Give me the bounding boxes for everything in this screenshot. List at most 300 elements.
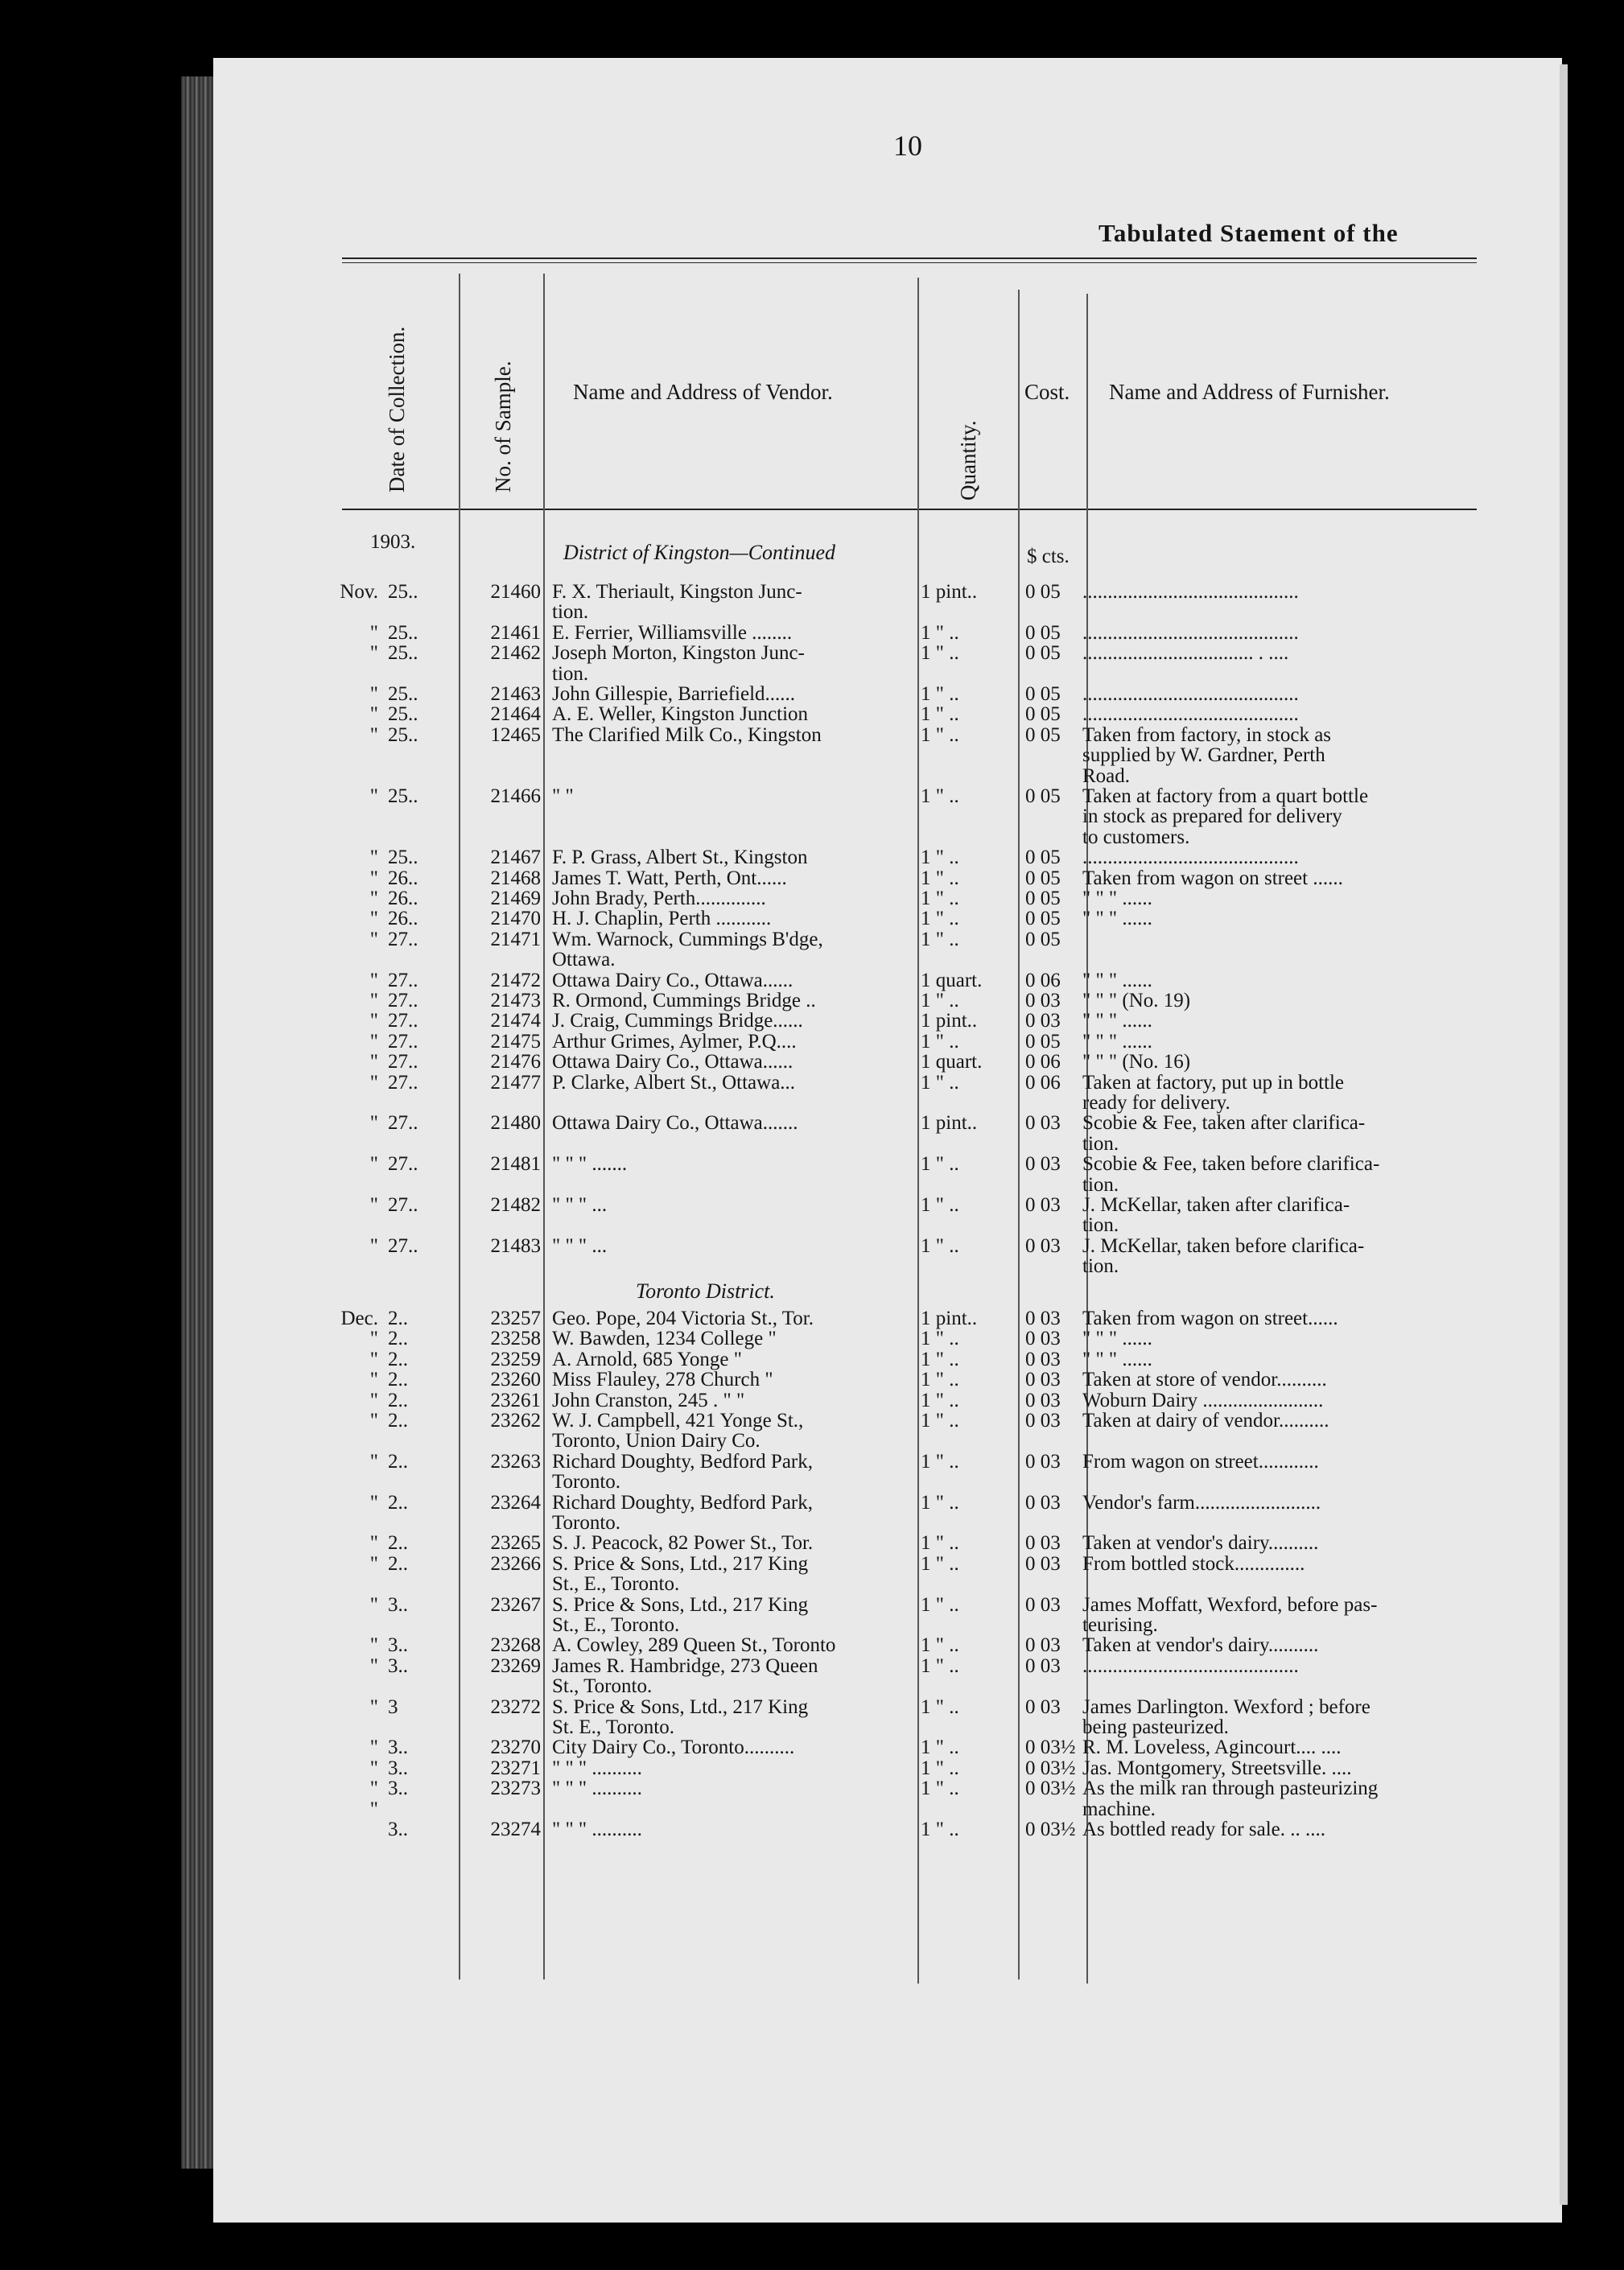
cell-vendor: P. Clarke, Albert St., Ottawa...	[552, 1071, 796, 1094]
table-row	[0, 949, 1624, 971]
table-row	[0, 581, 1624, 604]
cell-cost: 0 05	[1025, 683, 1061, 705]
table-row	[0, 1390, 1624, 1412]
cell-cost: 0 05	[1025, 723, 1061, 746]
cell-day: 25..	[388, 642, 418, 665]
cell-vendor: A. Cowley, 289 Queen St., Toronto	[552, 1634, 836, 1657]
table-row	[0, 1072, 1624, 1094]
cell-no: 12465	[490, 723, 541, 746]
table-row	[0, 1819, 1624, 1841]
cell-no: 23274	[490, 1819, 541, 1840]
cell-furn: Taken from factory, in stock as	[1082, 723, 1332, 746]
page-title: Tabulated Staement of the	[1098, 219, 1399, 247]
cell-day: 3..	[388, 1757, 408, 1779]
cell-day: 3..	[388, 1654, 408, 1677]
cell-cost: 0 05	[1025, 785, 1061, 807]
cell-day: 2..	[388, 1389, 408, 1411]
cell-cost: 0 03	[1025, 1654, 1061, 1677]
table-row	[0, 1092, 1624, 1114]
cell-vendor: S. Price & Sons, Ltd., 217 King	[552, 1552, 809, 1575]
cell-furn: Taken at factory, put up in bottle	[1082, 1071, 1344, 1094]
cell-month: "	[369, 1348, 378, 1370]
cell-vendor: tion.	[552, 662, 589, 685]
cell-furn: Vendor's farm.........................	[1082, 1491, 1321, 1514]
cell-qty: 1 " ..	[921, 990, 959, 1011]
cell-vendor: S. Price & Sons, Ltd., 217 King	[552, 1593, 809, 1616]
cell-day: 27..	[388, 969, 418, 991]
table-row	[0, 1430, 1624, 1452]
cell-day: 26..	[388, 908, 418, 930]
cell-month: "	[369, 1654, 378, 1677]
table-row	[0, 1112, 1624, 1135]
cell-furn: supplied by W. Gardner, Perth	[1082, 744, 1325, 767]
cell-no: 21481	[490, 1153, 541, 1176]
table-row	[0, 990, 1624, 1012]
table-row	[0, 1675, 1624, 1698]
cell-cost: 0 06	[1025, 1071, 1061, 1094]
cell-day: 2..	[388, 1410, 408, 1432]
cell-qty: 1 " ..	[921, 1778, 959, 1800]
cell-cost: 0 03	[1025, 1308, 1061, 1329]
cell-day: 2..	[388, 1532, 408, 1555]
cell-day: 27..	[388, 1030, 418, 1053]
cell-month: "	[369, 1153, 378, 1176]
cell-day: 3	[388, 1695, 398, 1718]
cell-cost: 0 03	[1025, 1153, 1061, 1176]
cell-month: "	[369, 1071, 378, 1094]
cell-no: 23265	[490, 1532, 541, 1555]
cell-furn: tion.	[1082, 1132, 1119, 1155]
cell-furn: Scobie & Fee, taken after clarifica-	[1082, 1112, 1366, 1135]
cell-vendor: John Brady, Perth..............	[552, 888, 766, 909]
cell-month: Nov.	[340, 581, 378, 603]
cell-vendor: Richard Doughty, Bedford Park,	[552, 1450, 814, 1473]
cell-cost: 0 03	[1025, 1450, 1061, 1473]
cell-furn: being pasteurized.	[1082, 1716, 1229, 1738]
cell-vendor: St., E., Toronto.	[552, 1614, 680, 1636]
cell-month: "	[369, 1532, 378, 1555]
cell-vendor: Toronto, Union Dairy Co.	[552, 1430, 760, 1452]
cell-vendor: Toronto.	[552, 1471, 621, 1493]
cell-vendor: " " " .......	[552, 1153, 628, 1176]
cell-cost: 0 03	[1025, 1348, 1061, 1370]
cell-furn: ...........................................	[1082, 1654, 1299, 1677]
cell-cost: 0 03	[1025, 1593, 1061, 1616]
cell-qty: 1 " ..	[921, 1328, 959, 1350]
table-row	[0, 805, 1624, 828]
cell-month: "	[369, 1450, 378, 1473]
cell-cost: 0 03	[1025, 1532, 1061, 1555]
cell-day: 3..	[388, 1819, 408, 1840]
cell-no: 21466	[490, 785, 541, 807]
cell-furn: Taken at vendor's dairy..........	[1082, 1634, 1319, 1657]
cell-furn: " " " ......	[1082, 888, 1152, 909]
cell-vendor: Toronto.	[552, 1512, 621, 1534]
cell-cost: 0 03	[1025, 1410, 1061, 1432]
table-row	[0, 1235, 1624, 1258]
cell-vendor: City Dairy Co., Toronto..........	[552, 1736, 795, 1759]
cell-vendor: F. X. Theriault, Kingston Junc-	[552, 581, 802, 603]
cell-cost: 0 03	[1025, 1552, 1061, 1575]
cell-vendor: " " " ...	[552, 1194, 608, 1216]
table-row	[0, 642, 1624, 665]
cell-vendor: R. Ormond, Cummings Bridge ..	[552, 990, 816, 1011]
cell-no: 21471	[490, 928, 541, 950]
cell-no: 21477	[490, 1071, 541, 1094]
cell-month: "	[369, 847, 378, 869]
table-row	[0, 847, 1624, 869]
cell-day: 2..	[388, 1308, 408, 1329]
cell-month: "	[369, 969, 378, 991]
cell-qty: 1 " ..	[921, 847, 959, 869]
cell-qty: 1 " ..	[921, 1410, 959, 1432]
cell-furn: .................................. . ....	[1082, 642, 1289, 665]
cell-month: "	[369, 867, 378, 889]
cell-vendor: St., E., Toronto.	[552, 1573, 680, 1596]
cell-no: 21483	[490, 1234, 541, 1257]
cell-no: 21473	[490, 990, 541, 1011]
cell-no: 21464	[490, 703, 541, 726]
table-row	[0, 1532, 1624, 1555]
cell-furn: " " " (No. 16)	[1082, 1051, 1191, 1073]
cell-no: 23268	[490, 1634, 541, 1657]
cell-furn: " " " ......	[1082, 1030, 1152, 1053]
cell-vendor: James R. Hambridge, 273 Queen	[552, 1654, 818, 1677]
cell-cost: 0 05	[1025, 703, 1061, 726]
cell-month: "	[369, 888, 378, 909]
cell-month: "	[369, 1369, 378, 1391]
cell-cost: 0 03	[1025, 1112, 1061, 1135]
cell-qty: 1 " ..	[921, 1634, 959, 1657]
table-row	[0, 724, 1624, 747]
table-row	[0, 908, 1624, 930]
cell-vendor: H. J. Chaplin, Perth ...........	[552, 908, 772, 930]
table-row	[0, 744, 1624, 767]
cell-day: 3..	[388, 1736, 408, 1759]
cell-month: "	[369, 1593, 378, 1616]
cell-vendor: W. J. Campbell, 421 Yonge St.,	[552, 1410, 804, 1432]
cell-furn: to customers.	[1082, 826, 1190, 848]
cell-furn: " " " (No. 19)	[1082, 990, 1191, 1011]
cell-qty: 1 " ..	[921, 908, 959, 930]
table-row	[0, 703, 1624, 726]
cell-day: 27..	[388, 990, 418, 1011]
table-row	[0, 1010, 1624, 1032]
cell-vendor: John Cranston, 245 . " "	[552, 1389, 745, 1411]
cell-no: 21475	[490, 1030, 541, 1053]
header-vendor: Name and Address of Vendor.	[573, 380, 833, 404]
cell-no: 23271	[490, 1757, 541, 1779]
cell-day: 27..	[388, 1010, 418, 1032]
cell-vendor: " "	[552, 785, 574, 807]
cell-vendor: W. Bawden, 1234 College "	[552, 1328, 777, 1350]
cell-day: 25..	[388, 723, 418, 746]
cell-day: 25..	[388, 847, 418, 869]
cell-furn: Taken at store of vendor..........	[1082, 1369, 1327, 1391]
cell-month: "	[369, 1757, 378, 1779]
cell-qty: 1 " ..	[921, 723, 959, 746]
cell-cost: 0 03½	[1025, 1778, 1076, 1800]
cell-vendor: Arthur Grimes, Aylmer, P.Q....	[552, 1030, 797, 1053]
cell-month: "	[369, 683, 378, 705]
cell-cost: 0 05	[1025, 908, 1061, 930]
cell-cost: 0 06	[1025, 1051, 1061, 1073]
cell-furn: Taken at vendor's dairy..........	[1082, 1532, 1319, 1555]
cell-cost: 0 06	[1025, 969, 1061, 991]
cell-qty: 1 " ..	[921, 703, 959, 726]
cell-qty: 1 " ..	[921, 1450, 959, 1473]
cell-furn: ...........................................	[1082, 581, 1299, 603]
cell-day: 3..	[388, 1593, 408, 1616]
cell-furn: Taken at factory from a quart bottle	[1082, 785, 1369, 807]
cell-vendor: Ottawa Dairy Co., Ottawa.......	[552, 1112, 798, 1135]
cell-month: "	[369, 1778, 378, 1800]
cell-furn: " " " ......	[1082, 969, 1152, 991]
cell-qty: 1 pint..	[921, 581, 978, 603]
cell-cost: 0 03	[1025, 1234, 1061, 1257]
header-rule	[342, 509, 1477, 510]
cell-no: 23261	[490, 1389, 541, 1411]
cell-no: 21480	[490, 1112, 541, 1135]
cell-qty: 1 " ..	[921, 1757, 959, 1779]
cell-day: 2..	[388, 1348, 408, 1370]
cell-no: 21469	[490, 888, 541, 909]
cell-no: 21472	[490, 969, 541, 991]
cell-no: 23267	[490, 1593, 541, 1616]
table-row	[0, 1736, 1624, 1759]
cell-day: 25..	[388, 785, 418, 807]
cell-month: "	[369, 1552, 378, 1575]
table-row	[0, 1051, 1624, 1073]
cell-qty: 1 " ..	[921, 1654, 959, 1677]
cell-day: 27..	[388, 1112, 418, 1135]
cell-cost: 0 05	[1025, 928, 1061, 950]
table-row	[0, 1614, 1624, 1637]
cell-vendor: A. Arnold, 685 Yonge "	[552, 1348, 742, 1370]
cell-month: "	[369, 928, 378, 950]
table-row	[0, 1594, 1624, 1617]
table-row	[0, 826, 1624, 849]
table-row	[0, 1349, 1624, 1371]
cell-qty: 1 quart.	[921, 1051, 983, 1073]
cell-month: "	[369, 1010, 378, 1032]
cell-day: 25..	[388, 683, 418, 705]
cell-no: 23269	[490, 1654, 541, 1677]
cell-month: "	[369, 723, 378, 746]
cell-qty: 1 " ..	[921, 867, 959, 889]
table-row	[0, 1031, 1624, 1053]
table-row	[0, 1655, 1624, 1678]
cell-vendor: " " " ..........	[552, 1778, 642, 1800]
cell-month: "	[369, 908, 378, 930]
cell-qty: 1 " ..	[921, 888, 959, 909]
table-row	[0, 1451, 1624, 1473]
table-row	[0, 1634, 1624, 1657]
year-label: 1903.	[370, 531, 416, 553]
cell-no: 23260	[490, 1369, 541, 1391]
table-row	[0, 1153, 1624, 1176]
cell-month: "	[369, 1194, 378, 1216]
cell-qty: 1 " ..	[921, 1389, 959, 1411]
cell-qty: 1 " ..	[921, 1030, 959, 1053]
cell-furn: Jas. Montgomery, Streetsville. ....	[1082, 1757, 1352, 1779]
cost-unit: $ cts.	[1027, 546, 1070, 567]
cell-month: "	[369, 990, 378, 1011]
top-rule-thin	[342, 262, 1477, 263]
cell-vendor: Wm. Warnock, Cummings B'dge,	[552, 928, 823, 950]
cell-day: 2..	[388, 1491, 408, 1514]
cell-no: 23273	[490, 1778, 541, 1800]
cell-furn: tion.	[1082, 1255, 1119, 1278]
cell-no: 21474	[490, 1010, 541, 1032]
cell-cost: 0 03	[1025, 1491, 1061, 1514]
cell-no: 21461	[490, 621, 541, 644]
cell-vendor: John Gillespie, Barriefield......	[552, 683, 796, 705]
table-row	[0, 1798, 1624, 1821]
table-row	[0, 1471, 1624, 1493]
table-row	[0, 867, 1624, 890]
cell-qty: 1 " ..	[921, 928, 959, 950]
cell-no: 21482	[490, 1194, 541, 1216]
cell-vendor: F. P. Grass, Albert St., Kingston	[552, 847, 808, 869]
cell-day: 27..	[388, 1071, 418, 1094]
table-row	[0, 1573, 1624, 1596]
table-row	[0, 970, 1624, 992]
cell-qty: 1 " ..	[921, 1071, 959, 1094]
section-toronto: Toronto District.	[636, 1279, 775, 1303]
cell-day: 2..	[388, 1450, 408, 1473]
page-number: 10	[893, 130, 922, 162]
cell-qty: 1 pint..	[921, 1308, 978, 1329]
cell-no: 23272	[490, 1695, 541, 1718]
cell-no: 23263	[490, 1450, 541, 1473]
cell-vendor: Ottawa Dairy Co., Ottawa......	[552, 1051, 793, 1073]
table-row	[0, 1174, 1624, 1197]
cell-qty: 1 " ..	[921, 1552, 959, 1575]
cell-vendor: Geo. Pope, 204 Victoria St., Tor.	[552, 1308, 814, 1329]
cell-day: 27..	[388, 1051, 418, 1073]
cell-cost: 0 03½	[1025, 1736, 1076, 1759]
cell-qty: 1 " ..	[921, 1153, 959, 1176]
cell-month: "	[369, 1328, 378, 1350]
cell-vendor: S. Price & Sons, Ltd., 217 King	[552, 1695, 809, 1718]
cell-day: 27..	[388, 1153, 418, 1176]
table-row	[0, 1696, 1624, 1719]
cell-vendor: Joseph Morton, Kingston Junc-	[552, 642, 805, 665]
cell-furn: James Moffatt, Wexford, before pas-	[1082, 1593, 1378, 1616]
cell-furn: Taken from wagon on street......	[1082, 1308, 1338, 1329]
header-quantity: Quantity.	[956, 420, 980, 501]
cell-day: 2..	[388, 1328, 408, 1350]
cell-day: 2..	[388, 1369, 408, 1391]
table-row	[0, 1410, 1624, 1432]
cell-no: 23257	[490, 1308, 541, 1329]
cell-day: 25..	[388, 581, 418, 603]
header-date: Date of Collection.	[385, 326, 409, 492]
cell-no: 23266	[490, 1552, 541, 1575]
cell-vendor: James T. Watt, Perth, Ont......	[552, 867, 787, 889]
cell-day: 27..	[388, 1234, 418, 1257]
cell-vendor: E. Ferrier, Williamsville ........	[552, 621, 793, 644]
cell-furn: ...........................................	[1082, 621, 1299, 644]
cell-qty: 1 " ..	[921, 1369, 959, 1391]
cell-cost: 0 05	[1025, 867, 1061, 889]
cell-furn: Scobie & Fee, taken before clarifica-	[1082, 1153, 1380, 1176]
cell-qty: 1 pint..	[921, 1112, 978, 1135]
cell-month: "	[369, 1634, 378, 1657]
cell-qty: 1 " ..	[921, 1593, 959, 1616]
cell-qty: 1 " ..	[921, 1736, 959, 1759]
cell-furn: J. McKellar, taken after clarifica-	[1082, 1194, 1350, 1216]
cell-furn: From bottled stock..............	[1082, 1552, 1305, 1575]
cell-cost: 0 03	[1025, 1369, 1061, 1391]
cell-month: "	[369, 621, 378, 644]
table-row	[0, 929, 1624, 951]
cell-month: "	[369, 1389, 378, 1411]
cell-day: 3..	[388, 1634, 408, 1657]
cell-month: "	[369, 1030, 378, 1053]
table-row	[0, 888, 1624, 910]
cell-qty: 1 quart.	[921, 969, 983, 991]
cell-month: "	[369, 1695, 378, 1718]
header-cost: Cost.	[1024, 380, 1070, 404]
cell-month: "	[369, 1112, 378, 1135]
cell-furn: James Darlington. Wexford ; before	[1082, 1695, 1371, 1718]
cell-furn: in stock as prepared for delivery	[1082, 805, 1342, 828]
table-row	[0, 1133, 1624, 1156]
cell-vendor: A. E. Weller, Kingston Junction	[552, 703, 809, 726]
cell-furn: tion.	[1082, 1173, 1119, 1196]
section-kingston: District of Kingston—Continued	[563, 541, 836, 564]
table-row	[0, 1512, 1624, 1535]
cell-furn: " " " ......	[1082, 1348, 1152, 1370]
cell-cost: 0 05	[1025, 1030, 1061, 1053]
top-rule	[342, 257, 1477, 259]
cell-qty: 1 " ..	[921, 642, 959, 665]
table-row	[0, 1308, 1624, 1330]
cell-qty: 1 " ..	[921, 621, 959, 644]
table-row	[0, 663, 1624, 686]
cell-qty: 1 " ..	[921, 785, 959, 807]
cell-furn: ready for delivery.	[1082, 1092, 1230, 1114]
cell-vendor: Ottawa Dairy Co., Ottawa......	[552, 969, 793, 991]
cell-furn: teurising.	[1082, 1614, 1158, 1636]
cell-vendor: " " " ..........	[552, 1819, 642, 1840]
table-row	[0, 683, 1624, 706]
cell-vendor: Richard Doughty, Bedford Park,	[552, 1491, 814, 1514]
table-row	[0, 1553, 1624, 1576]
cell-furn: ...........................................	[1082, 703, 1299, 726]
cell-day: 25..	[388, 621, 418, 644]
cell-qty: 1 " ..	[921, 1532, 959, 1555]
cell-cost: 0 05	[1025, 642, 1061, 665]
cell-vendor: " " " ...	[552, 1234, 608, 1257]
cell-cost: 0 05	[1025, 621, 1061, 644]
cell-furn: Road.	[1082, 764, 1131, 787]
cell-cost: 0 03	[1025, 1389, 1061, 1411]
cell-no: 23270	[490, 1736, 541, 1759]
cell-furn: J. McKellar, taken before clarifica-	[1082, 1234, 1365, 1257]
cell-no: 21463	[490, 683, 541, 705]
cell-month: "	[369, 1736, 378, 1759]
cell-no: 21468	[490, 867, 541, 889]
cell-furn: " " " ......	[1082, 1010, 1152, 1032]
cell-no: 21470	[490, 908, 541, 930]
cell-cost: 0 05	[1025, 888, 1061, 909]
cell-vendor: Miss Flauley, 278 Church "	[552, 1369, 773, 1391]
table-row	[0, 1214, 1624, 1237]
cell-qty: 1 " ..	[921, 1194, 959, 1216]
